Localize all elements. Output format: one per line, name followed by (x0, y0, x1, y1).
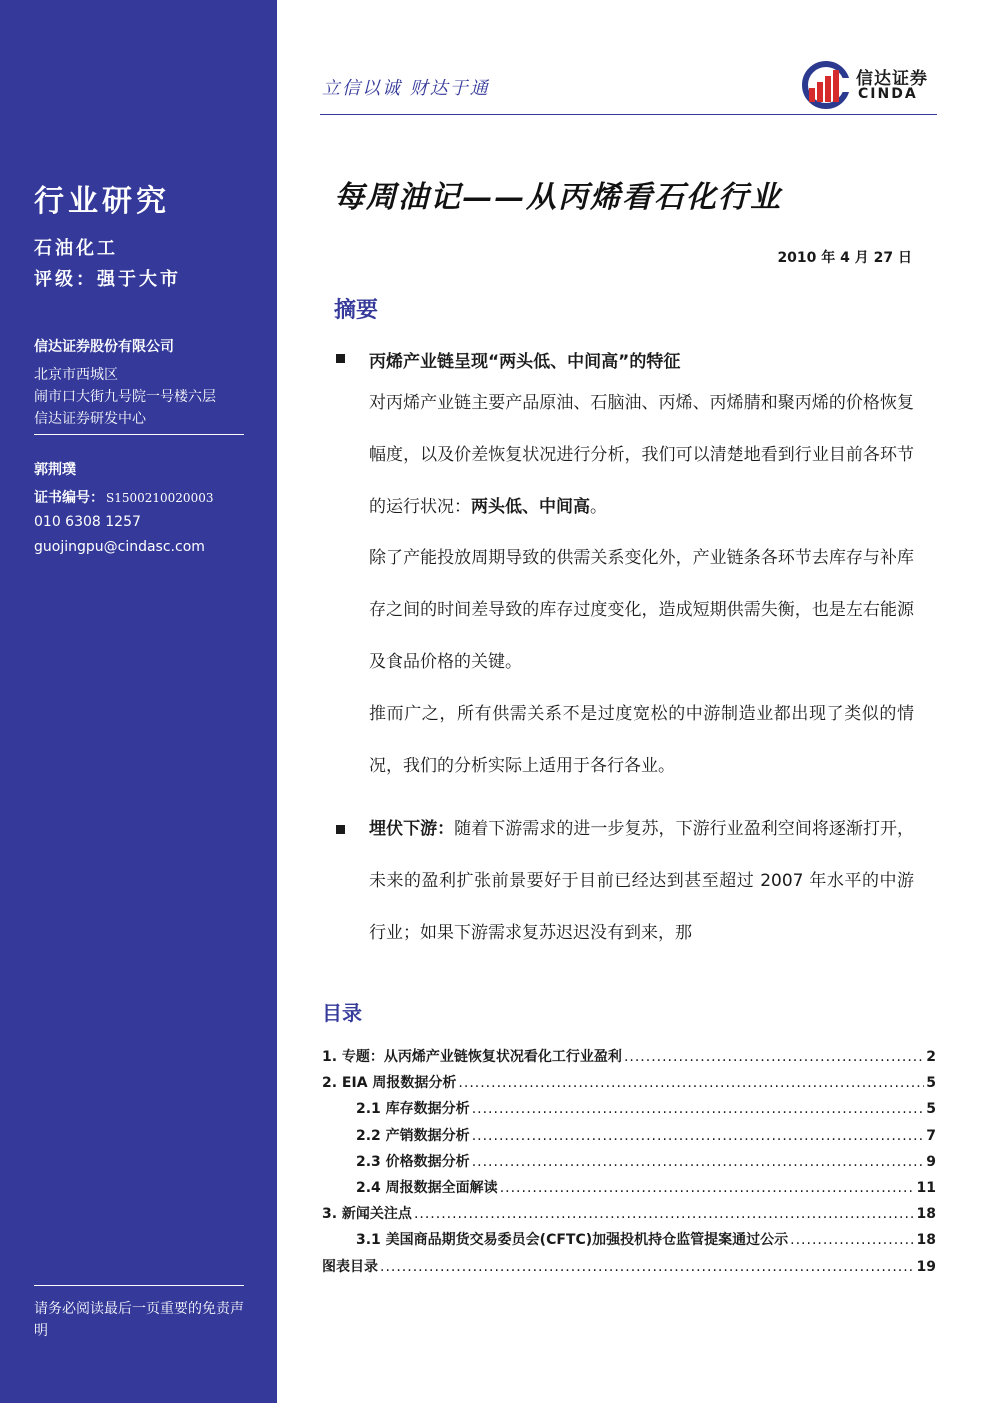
toc-leader (472, 1154, 925, 1170)
toc-item-page: 5 (926, 1101, 936, 1118)
table-of-contents (322, 1046, 936, 1282)
company-name: 信达证券股份有限公司 (34, 339, 174, 355)
sidebar-divider-bottom (34, 1285, 244, 1286)
certificate-label: 证书编号： (34, 490, 104, 506)
report-date: 2010 年 4 月 27 日 (777, 250, 912, 266)
bullet-1-heading: 丙烯产业链呈现“两头低、中间高”的特征 (369, 352, 681, 372)
toc-item[interactable] (322, 1229, 936, 1255)
toc-item-page: 7 (926, 1127, 936, 1144)
analyst-email[interactable]: guojingpu@cindasc.com (34, 539, 205, 555)
report-title: 每周油记——从丙烯看石化行业 (334, 180, 782, 215)
abstract-heading: 摘要 (334, 298, 379, 323)
toc-item[interactable] (322, 1256, 936, 1282)
abstract-paragraph-2: 除了产能投放周期导致的供需关系变化外，产业链条各环节去库存与补库存之间的时间差导致的库存过度变化，造成短期供需失衡，也是左右能源及食品价格的关键。 (369, 548, 914, 672)
toc-item-page: 19 (916, 1258, 936, 1275)
toc-item-label: 3.1 美国商品期货交易委员会(CFTC)加强投机持仓监管提案通过公示 (356, 1232, 789, 1249)
address-line-2: 闹市口大街九号院一号楼六层 (34, 389, 216, 405)
paragraph-1-highlight: 两头低、中间高 (471, 497, 590, 517)
sidebar (0, 0, 277, 1403)
analyst-phone: 010 6308 1257 (34, 514, 141, 530)
toc-item-label: 3. 新闻关注点 (322, 1206, 412, 1223)
toc-leader (624, 1049, 924, 1065)
toc-item[interactable] (322, 1203, 936, 1229)
abstract-paragraph-3: 推而广之，所有供需关系不是过度宽松的中游制造业都出现了类似的情况，我们的分析实际上适用于各行各业。 (369, 704, 914, 776)
company-slogan: 立信以诚 财达于通 (322, 78, 490, 99)
toc-item-page: 18 (916, 1206, 936, 1223)
certificate-line (34, 487, 213, 507)
paragraph-4-lead: 埋伏下游： (369, 819, 455, 839)
toc-item-page: 9 (926, 1153, 936, 1170)
cinda-logo-icon (800, 60, 854, 110)
toc-item-label: 1. 专题：从丙烯产业链恢复状况看化工行业盈利 (322, 1049, 622, 1065)
toc-item-page: 5 (926, 1075, 936, 1092)
toc-item-page: 18 (916, 1232, 936, 1249)
toc-leader (472, 1101, 925, 1117)
logo-text-cn: 信达证券 (856, 69, 928, 89)
toc-leader (458, 1075, 924, 1091)
header-divider (320, 114, 937, 115)
sidebar-divider (34, 434, 244, 435)
logo-text-en: CINDA (858, 86, 918, 102)
toc-item-label: 2.2 产销数据分析 (356, 1127, 470, 1144)
abstract-paragraph-4 (369, 803, 914, 959)
disclaimer-note: 请务必阅读最后一页重要的免责声明 (34, 1301, 244, 1339)
report-category: 行业研究 (34, 184, 170, 219)
toc-item-label: 2. EIA 周报数据分析 (322, 1075, 457, 1092)
toc-leader (500, 1180, 915, 1196)
address-line-3: 信达证券研发中心 (34, 411, 146, 427)
bullet-square-icon (336, 354, 345, 363)
bullet-square-icon (336, 825, 345, 834)
certificate-number: S1500210020003 (106, 491, 214, 505)
toc-leader (414, 1206, 915, 1222)
rating-label: 评级：强于大市 (34, 269, 181, 290)
toc-item-page: 2 (926, 1049, 936, 1065)
sector-label: 石油化工 (34, 238, 118, 259)
paragraph-1-end: 。 (590, 497, 607, 517)
toc-item-label: 2.3 价格数据分析 (356, 1153, 470, 1170)
analyst-name: 郭荆璞 (34, 462, 76, 478)
paragraph-1-text: 对丙烯产业链主要产品原油、石脑油、丙烯、丙烯腈和聚丙烯的价格恢复幅度，以及价差恢复状况进行分析，我们可以清楚地看到行业目前各环节的运行状况： (369, 393, 914, 517)
toc-leader (472, 1128, 925, 1144)
abstract-paragraph-1 (369, 377, 914, 533)
cinda-logo (800, 60, 940, 110)
toc-item[interactable] (322, 1151, 936, 1177)
toc-item-label: 2.1 库存数据分析 (356, 1101, 470, 1118)
address-line-1: 北京市西城区 (34, 367, 118, 383)
toc-leader (790, 1232, 914, 1248)
toc-item[interactable] (322, 1125, 936, 1151)
toc-item-label: 2.4 周报数据全面解读 (356, 1179, 498, 1196)
paragraph-4-text: 随着下游需求的进一步复苏，下游行业盈利空间将逐渐打开，未来的盈利扩张前景要好于目前已经达到甚至超过 2007 年水平的中游行业；如果下游需求复苏迟迟没有到来，那 (369, 819, 915, 943)
toc-item-label: 图表目录 (322, 1258, 378, 1275)
toc-item[interactable] (322, 1177, 936, 1203)
toc-item[interactable] (322, 1046, 936, 1072)
toc-item-page: 11 (916, 1179, 936, 1196)
toc-heading: 目录 (322, 1001, 362, 1025)
toc-leader (380, 1259, 915, 1275)
toc-item[interactable] (322, 1072, 936, 1098)
toc-item[interactable] (322, 1098, 936, 1124)
